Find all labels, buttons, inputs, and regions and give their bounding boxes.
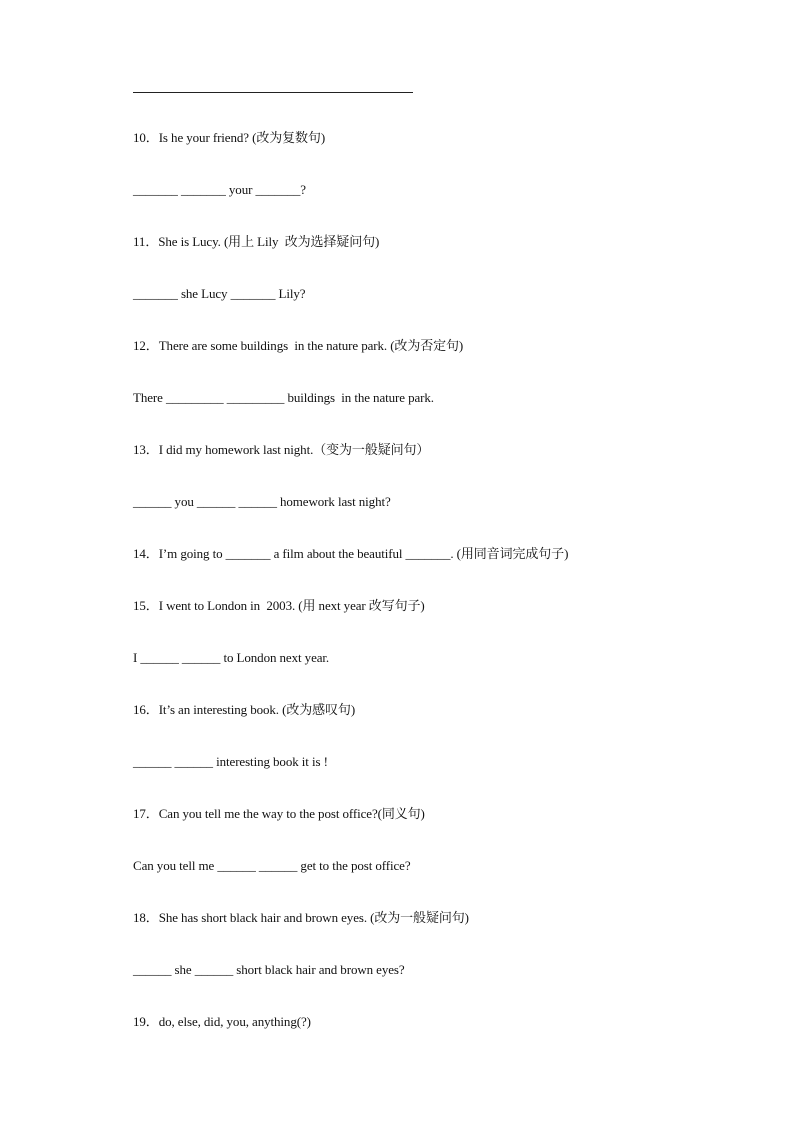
question-15: 15．I went to London in 2003. (用 next year 改写句子) xyxy=(133,598,425,613)
question-14: 14．I’m going to _______ a film about the beautiful _______. (用同音词完成句子) xyxy=(133,546,569,561)
question-10: 10．Is he your friend? (改为复数句) xyxy=(133,130,326,145)
question-12: 12．There are some buildings in the nature park. (改为否定句) xyxy=(133,338,464,353)
answer-line-rule xyxy=(133,92,413,93)
question-13: 13．I did my homework last night.（变为一般疑问句） xyxy=(133,442,430,457)
question-18: 18．She has short black hair and brown eyes. (改为一般疑问句) xyxy=(133,910,469,925)
answer-12: There _________ _________ buildings in the nature park. xyxy=(133,390,434,405)
question-19: 19．do, else, did, you, anything(?) xyxy=(133,1014,311,1029)
answer-13: ______ you ______ ______ homework last night? xyxy=(133,494,391,509)
answer-16: ______ ______ interesting book it is ! xyxy=(133,754,328,769)
question-16: 16．It’s an interesting book. (改为感叹句) xyxy=(133,702,356,717)
answer-15: I ______ ______ to London next year. xyxy=(133,650,330,665)
answer-17: Can you tell me ______ ______ get to the post office? xyxy=(133,858,411,873)
answer-10: _______ _______ your _______? xyxy=(133,182,306,197)
answer-11: _______ she Lucy _______ Lily? xyxy=(133,286,306,301)
question-11: 11．She is Lucy. (用上 Lily 改为选择疑问句) xyxy=(133,234,380,249)
question-17: 17．Can you tell me the way to the post office?(同义句) xyxy=(133,806,425,821)
answer-18: ______ she ______ short black hair and brown eyes? xyxy=(133,962,405,977)
